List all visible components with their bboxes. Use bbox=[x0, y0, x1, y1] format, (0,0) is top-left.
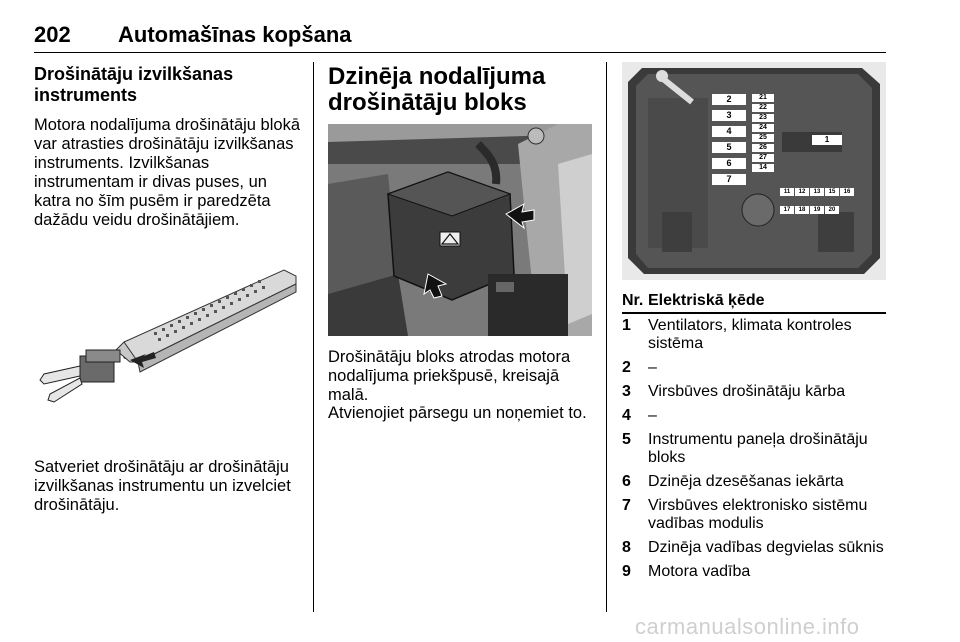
fuse-extractor-caption: Satveriet drošinātāju ar drošinātāju izvilkšanas instrumentu un izvelciet drošinātāju. bbox=[34, 458, 291, 514]
fuse-label: 4 bbox=[712, 126, 746, 137]
fuse-label: 22 bbox=[752, 104, 774, 112]
row-circuit: – bbox=[648, 407, 657, 424]
fuse-label: 16 bbox=[840, 188, 854, 196]
row-circuit: Instrumentu paneļa drošinātāju bloks bbox=[648, 431, 868, 466]
column-header-circuit: Elektriskā ķēde bbox=[648, 292, 886, 313]
fuse-label: 23 bbox=[752, 114, 774, 122]
fuse-label: 2 bbox=[712, 94, 746, 105]
fuse-label: 3 bbox=[712, 110, 746, 121]
fuse-label: 5 bbox=[712, 142, 746, 153]
fuse-label: 18 bbox=[795, 206, 809, 214]
fuse-label: 17 bbox=[780, 206, 794, 214]
fuse-label: 13 bbox=[810, 188, 824, 196]
table-row bbox=[622, 470, 886, 494]
page-number: 202 bbox=[34, 22, 71, 47]
fuse-label-large: 1 bbox=[812, 135, 842, 145]
table-header-row bbox=[622, 292, 886, 313]
page-header bbox=[34, 22, 886, 53]
row-nr: 1 bbox=[622, 317, 631, 334]
fuse-labels-bottom bbox=[780, 180, 870, 216]
fuse-label: 11 bbox=[780, 188, 794, 196]
table-row bbox=[622, 356, 886, 380]
column-2 bbox=[328, 64, 598, 116]
row-nr: 6 bbox=[622, 473, 631, 490]
fuse-label: 15 bbox=[825, 188, 839, 196]
watermark: carmanualsonline.info bbox=[635, 614, 860, 639]
fuse-extractor-illustration bbox=[34, 262, 300, 422]
row-nr: 4 bbox=[622, 407, 631, 424]
row-nr: 5 bbox=[622, 431, 631, 448]
row-circuit: Dzinēja dzesēšanas iekārta bbox=[648, 473, 844, 490]
table-row bbox=[622, 380, 886, 404]
row-nr: 9 bbox=[622, 563, 631, 580]
row-nr: 8 bbox=[622, 539, 631, 556]
fuse-label: 25 bbox=[752, 134, 774, 142]
row-circuit: Dzinēja vadības degvielas sūknis bbox=[648, 539, 884, 556]
table-row bbox=[622, 536, 886, 560]
row-circuit: Virsbūves elektronisko sistēmu vadības modulis bbox=[648, 497, 868, 532]
row-circuit: Motora vadība bbox=[648, 563, 751, 580]
chapter-title: Automašīnas kopšana bbox=[118, 22, 352, 47]
remove-cover-text: Atvienojiet pārsegu un noņemiet to. bbox=[328, 404, 587, 422]
fuse-labels-left bbox=[712, 94, 746, 190]
row-circuit: – bbox=[648, 359, 657, 376]
table-row bbox=[622, 560, 886, 584]
row-nr: 7 bbox=[622, 497, 631, 514]
engine-compartment-illustration bbox=[328, 124, 592, 336]
column-divider-2 bbox=[606, 62, 607, 612]
column-1 bbox=[34, 64, 300, 230]
column-divider-1 bbox=[313, 62, 314, 612]
fuse-label: 7 bbox=[712, 174, 746, 185]
column-header-nr: Nr. bbox=[622, 292, 648, 313]
fuse-label: 14 bbox=[752, 164, 774, 172]
table-row bbox=[622, 404, 886, 428]
row-nr: 2 bbox=[622, 359, 631, 376]
fuse-label: 19 bbox=[810, 206, 824, 214]
fuse-label: 6 bbox=[712, 158, 746, 169]
fuse-label: 12 bbox=[795, 188, 809, 196]
section-heading-fuse-extractor: Drošinātāju izvilkšanas instruments bbox=[34, 64, 234, 105]
circuit-table bbox=[622, 292, 886, 584]
table-row bbox=[622, 428, 886, 470]
row-circuit: Virsbūves drošinātāju kārba bbox=[648, 383, 846, 400]
fuse-extractor-text: Motora nodalījuma drošinātāju blokā var atrasties drošinātāju izvilkšanas instruments. Izvilkšanas instrumentam ir divas puses, un katra no šīm pusēm ir paredzēta dažādu veidu drošinātājiem. bbox=[34, 116, 300, 229]
fuse-box-location-text: Drošinātāju bloks atrodas motora nodalījuma priekšpusē, kreisajā malā. bbox=[328, 348, 571, 404]
row-nr: 3 bbox=[622, 383, 631, 400]
fuse-box-diagram bbox=[622, 62, 886, 280]
table-row bbox=[622, 313, 886, 356]
table-row bbox=[622, 494, 886, 536]
fuse-label: 24 bbox=[752, 124, 774, 132]
fuse-label: 27 bbox=[752, 154, 774, 162]
fuse-label: 21 bbox=[752, 94, 774, 102]
section-heading-fuse-box: Dzinēja nodalījuma drošinātāju bloks bbox=[328, 63, 546, 116]
fuse-labels-right bbox=[752, 94, 774, 174]
fuse-label: 26 bbox=[752, 144, 774, 152]
fuse-label: 20 bbox=[825, 206, 839, 214]
row-circuit: Ventilators, klimata kontroles sistēma bbox=[648, 317, 852, 352]
